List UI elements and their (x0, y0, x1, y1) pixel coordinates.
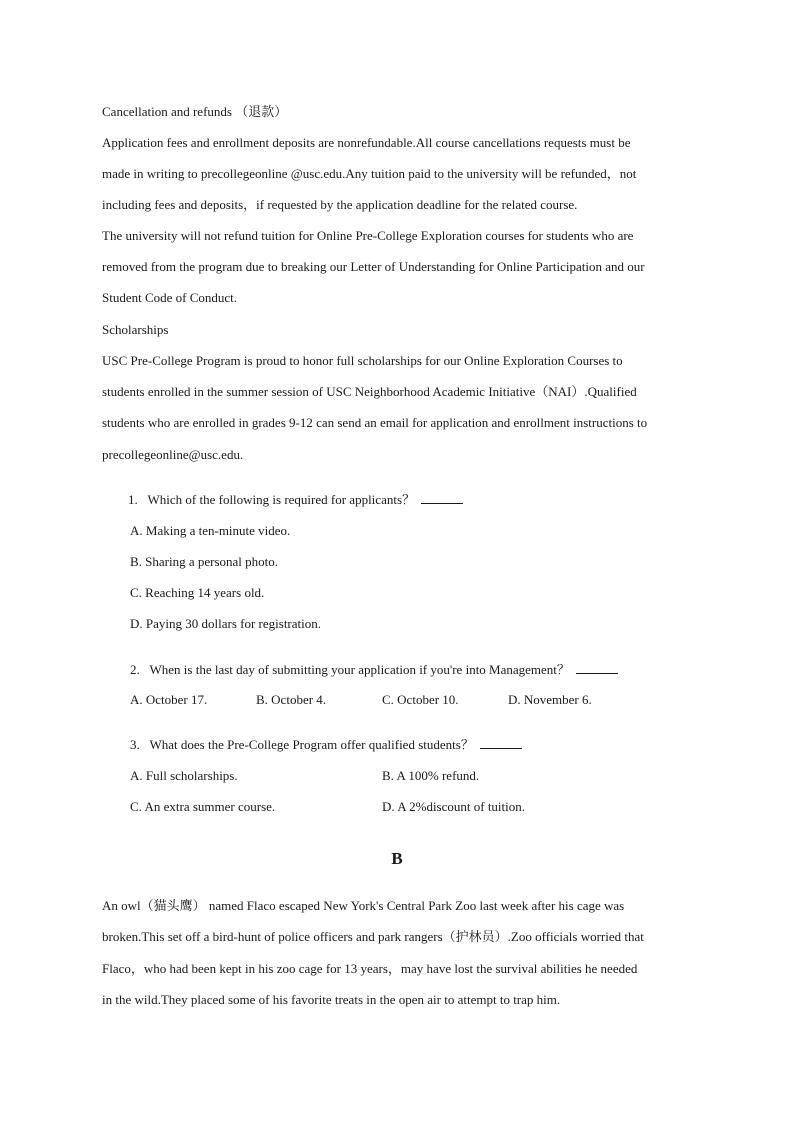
cancellation-title: Cancellation and refunds （退款） (102, 104, 288, 119)
paragraph-line: students who are enrolled in grades 9-12 can send an email for application and enrollment instructions to (102, 415, 648, 430)
answer-blank[interactable] (480, 736, 522, 749)
option-text: November 6. (523, 692, 592, 707)
paragraph-line: in the wild.They placed some of his favorite treats in the open air to attempt to trap him. (102, 992, 561, 1007)
question-1 (128, 491, 463, 508)
paragraph-line: students enrolled in the summer session of USC Neighborhood Academic Initiative（NAI）.Qualified (102, 384, 637, 399)
option-text: Full scholarships. (145, 768, 238, 783)
option-3b[interactable] (382, 768, 479, 784)
option-text: Paying 30 dollars for registration. (145, 616, 321, 631)
question-stem: When is the last day of submitting your application if you're into Management？ (149, 662, 570, 677)
option-letter: B. (256, 692, 268, 707)
option-text: October 4. (271, 692, 327, 707)
option-3a[interactable] (130, 768, 238, 784)
option-letter: A. (130, 523, 143, 538)
question-3 (130, 736, 522, 753)
question-2 (130, 661, 618, 678)
option-1c[interactable] (130, 585, 264, 601)
option-3d[interactable] (382, 799, 525, 815)
option-letter: B. (130, 554, 142, 569)
answer-blank[interactable] (576, 661, 618, 674)
option-letter: D. (508, 692, 521, 707)
paragraph-line: removed from the program due to breaking our Letter of Understanding for Online Participation and our (102, 259, 645, 274)
paragraph-line: Application fees and enrollment deposits are nonrefundable.All course cancellations requests must be (102, 135, 631, 150)
question-number: 3. (130, 737, 140, 752)
option-1d[interactable] (130, 616, 321, 632)
option-2a[interactable] (130, 692, 207, 708)
paragraph-line: including fees and deposits，if requested by the application deadline for the related course. (102, 197, 578, 212)
option-letter: A. (130, 768, 143, 783)
option-text: A 2%discount of tuition. (397, 799, 526, 814)
section-b-heading: B (391, 849, 403, 868)
paragraph-line: USC Pre-College Program is proud to honor full scholarships for our Online Exploration Courses to (102, 353, 623, 368)
option-letter: C. (130, 585, 142, 600)
option-letter: C. (130, 799, 142, 814)
option-text: October 10. (397, 692, 459, 707)
option-text: Reaching 14 years old. (145, 585, 265, 600)
paragraph-line: broken.This set off a bird-hunt of police officers and park rangers（护林员）.Zoo officials worried that (102, 929, 644, 944)
option-1a[interactable] (130, 523, 290, 539)
option-letter: A. (130, 692, 143, 707)
question-number: 1. (128, 492, 138, 507)
paragraph-line: precollegeonline@usc.edu. (102, 447, 244, 462)
option-letter: D. (130, 616, 143, 631)
paragraph-line: Student Code of Conduct. (102, 290, 238, 305)
option-1b[interactable] (130, 554, 278, 570)
option-text: Making a ten-minute video. (145, 523, 291, 538)
scholarships-title: Scholarships (102, 322, 169, 337)
option-2c[interactable] (382, 692, 459, 708)
paragraph-line: made in writing to precollegeonline @usc.edu.Any tuition paid to the university will be refunded，not (102, 166, 637, 181)
option-text: Sharing a personal photo. (145, 554, 279, 569)
option-text: October 17. (145, 692, 208, 707)
question-stem: Which of the following is required for applicants？ (147, 492, 416, 507)
option-2b[interactable] (256, 692, 326, 708)
option-letter: C. (382, 692, 394, 707)
paragraph-line: The university will not refund tuition for Online Pre-College Exploration courses for students who are (102, 228, 634, 243)
paragraph-line: An owl（猫头鹰） named Flaco escaped New York's Central Park Zoo last week after his cage was (102, 898, 625, 913)
option-text: A 100% refund. (396, 768, 480, 783)
question-stem: What does the Pre-College Program offer qualified students？ (149, 737, 474, 752)
question-number: 2. (130, 662, 140, 677)
answer-blank[interactable] (421, 491, 463, 504)
option-letter: D. (382, 799, 395, 814)
option-3c[interactable] (130, 799, 275, 815)
option-text: An extra summer course. (144, 799, 276, 814)
option-2d[interactable] (508, 692, 592, 708)
paragraph-line: Flaco，who had been kept in his zoo cage for 13 years，may have lost the survival abilities he needed (102, 961, 638, 976)
option-letter: B. (382, 768, 394, 783)
